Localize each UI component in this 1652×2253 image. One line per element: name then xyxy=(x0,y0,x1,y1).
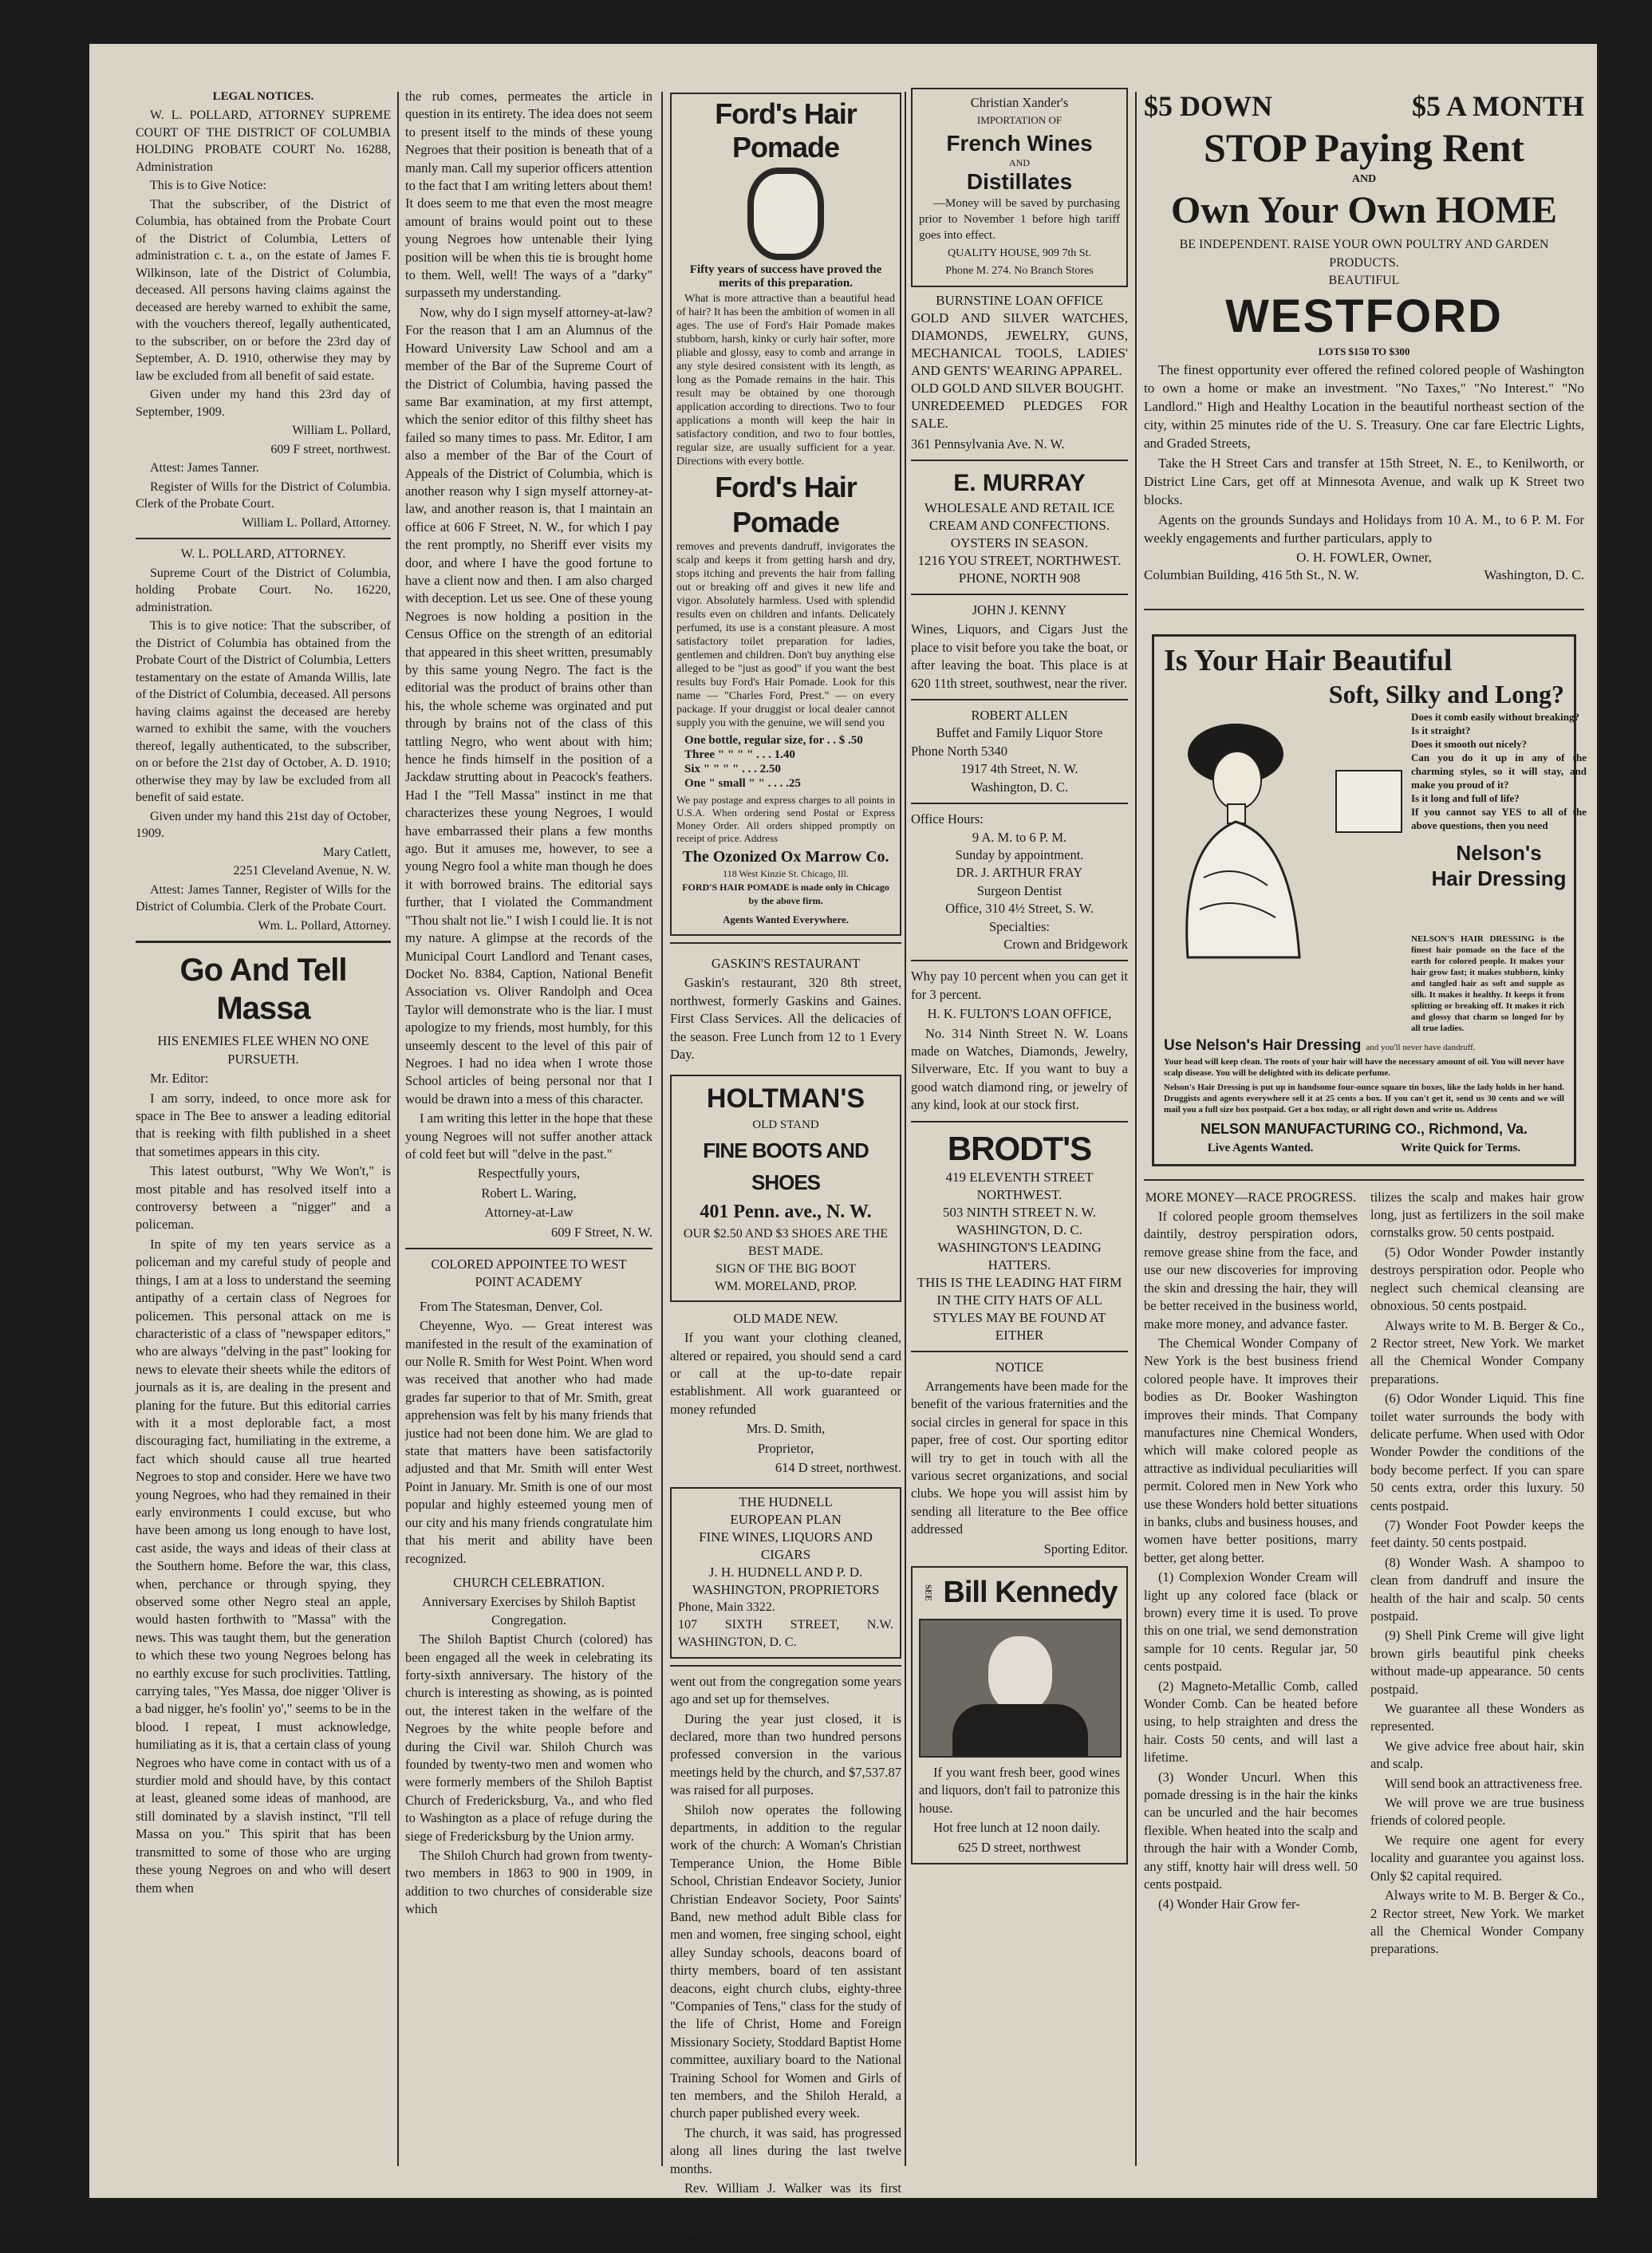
ford-agents: Agents Wanted Everywhere. xyxy=(722,913,850,925)
westford-and: AND xyxy=(1351,173,1377,185)
column-5 xyxy=(1144,88,1587,1960)
westford-price-down: $5 DOWN xyxy=(1144,90,1272,122)
oldmade-body: If you want your clothing cleaned, altered or repaired, you should send a card or call at the up-to-date repair establishment. All work guaranteed or money refunded xyxy=(670,1330,901,1417)
notice-attest: Attest: James Tanner. xyxy=(150,461,259,475)
hair-dressing-tin-illustration xyxy=(1335,770,1402,833)
column-3 xyxy=(670,88,901,2253)
article-paragraph: The Shiloh Church had grown from twenty-two members in 1863 to 900 in 1909, in addition to two churches of considerable size which xyxy=(405,1848,653,1917)
price-line: Three " " " " . . . 1.40 xyxy=(684,748,795,761)
notice-paragraph: This is to give notice: That the subscriber, of the District of Columbia has obtained from the Probate Court of the District of Columbia, Letters testamentary on the estate of Amanda Willis, late of the District of Columbia, deceased. All persons having claims against the deceased are hereby warned to exhibit the same, with the vouchers thereof, legally authenticated, to the subscriber, on or before the 21st day of October, A. D. 1910; otherwise they may by law be excluded from all benefit of said estate. xyxy=(136,619,391,805)
column-1 xyxy=(136,88,391,1899)
nelson-illustration-area xyxy=(1164,710,1587,973)
nelson-use-line xyxy=(1164,1037,1564,1056)
holtman-line: OUR $2.50 AND $3 SHOES ARE THE BEST MADE. xyxy=(683,1226,889,1258)
divider xyxy=(911,594,1128,595)
hudnell-ad xyxy=(670,1487,901,1659)
nelson-name: Nelson's xyxy=(1456,840,1542,865)
ford-price-list xyxy=(684,733,887,791)
article-paragraph: (8) Wonder Wash. A shampoo to clean from dandruff and insure the health of the hair and scalp. 50 cents postpaid. xyxy=(1370,1554,1584,1624)
hudnell-address: 107 SIXTH STREET, N.W. WASHINGTON, D. C. xyxy=(678,1617,893,1650)
article-paragraph: tilizes the scalp and makes hair grow long, just as fertilizers in the soil make cornstalks grow. 50 cents postpaid. xyxy=(1370,1189,1584,1241)
brodt-title: BRODT'S xyxy=(947,1129,1092,1167)
article-author-address: 609 F Street, N. W. xyxy=(551,1224,653,1240)
divider xyxy=(911,460,1128,461)
notice-signature: Mary Catlett, xyxy=(322,845,391,859)
westford-name: WESTFORD xyxy=(1225,290,1503,342)
ford-body-2: removes and prevents dandruff, invigorates the scalp and keeps it from getting harsh and dry, stops itching and prevents the hair from falling out or breaking off and gives it new life and vigor. Absolutely harmless. Used with splendid results even on children and infants. Delicately perfumed, its use is a constant pleasure. A most satisfactory toilet preparation for ladies, gentlemen and children. Don't buy anything else alleged to be "just as good" if you want the best results buy Ford's Hair Pomade. Look for this name — "Charles Ford, Prest." — on every package. If your druggist or local dealer cannot supply you with the genuine, we will send you xyxy=(676,541,895,729)
westford-body: Agents on the grounds Sundays and Holidays from 10 A. M., to 6 P. M. For weekly engagements and further particulars, apply to xyxy=(1144,512,1584,546)
westford-body: Take the H Street Cars and transfer at 15th Street, N. E., to Kenilworth, or District Line Cars, get off at Minnesota Avenue, and walk up K Street two blocks. xyxy=(1144,456,1584,508)
article-paragraph: Mr. Editor: xyxy=(150,1071,209,1087)
ford-address: 118 West Kinzie St. Chicago, Ill. xyxy=(723,868,849,879)
divider xyxy=(911,699,1128,700)
holtman-title: HOLTMAN'S xyxy=(706,1083,865,1115)
xander-line: Christian Xander's xyxy=(970,95,1069,110)
xander-phone: Phone M. 274. No Branch Stores xyxy=(945,265,1094,278)
westpoint-title: COLORED APPOINTEE TO WEST POINT ACADEMY xyxy=(431,1257,627,1290)
church-title: CHURCH CELEBRATION. xyxy=(453,1574,605,1590)
article-paragraph: Cheyenne, Wyo. — Great interest was manifested in the result of the examination of our Nolle R. Smith for West Point. When word was received that another who had made grades far superior to that of Mr. Smith, great apprehension was felt by his many friends that justice had not been done him. We are glad to state that matters have been satisfactorily adjusted and that Mr. Smith will enter West Point in January. Mr. Smith is one of our most popular and highly esteemed young men of our city and his many friends congratulate him that his merit and ability have been recognized. xyxy=(405,1318,653,1566)
nelson-headline-2: Soft, Silky and Long? xyxy=(1328,679,1564,708)
holtman-heading: FINE BOOTS AND SHOES xyxy=(703,1138,869,1194)
column-rule xyxy=(905,92,906,2166)
notice-paragraph: Supreme Court of the District of Columbia, holding Probate Court. No. 16220, administration. xyxy=(136,566,391,614)
article-paragraph: During the year just closed, it is declared, more than two hundred persons professed conversion in the various meetings held by the church, and $7,537.87 was raised for all purposes. xyxy=(670,1710,901,1798)
kennedy-ad xyxy=(911,1566,1128,1864)
nelson-questions xyxy=(1411,710,1587,891)
woman-illustration xyxy=(1172,718,1307,957)
ford-title-2: Ford's Hair Pomade xyxy=(715,471,857,539)
fray-line: Office Hours: xyxy=(911,811,984,827)
westford-address: Columbian Building, 416 5th St., N. W. xyxy=(1144,567,1359,583)
article-paragraph: (6) Odor Wonder Liquid. This fine toilet water surrounds the body with delicate perfume. When used with Odor Wonder Powder the conditions of the body become perfect. If you can spare 50 cents extra, order this luxury. 50 cents postpaid. xyxy=(1370,1391,1584,1513)
article-paragraph: (3) Wonder Uncurl. When this pomade dressing is in the hair the kinks can be uncurled and the hair becomes flexible. When heated into the scalp and through the hair with a Wonder Comb, any stiff, knotty hair will dress well. 50 cents postpaid. xyxy=(1144,1769,1358,1892)
hudnell-phone: Phone, Main 3322. xyxy=(678,1600,775,1614)
notice-paragraph: W. L. POLLARD, ATTORNEY SUPREME COURT OF THE DISTRICT OF COLUMBIA HOLDING PROBATE COURT No. 16288, Administration xyxy=(136,109,391,174)
article-paragraph: Shiloh now operates the following departments, in addition to the regular work of the church: A Woman's Christian Temperance Union, the Home Bible School, Christian Endeavor Society, Junior Christian Endeavor Society, Poor Saints' Band, new method adult Bible class for men and women, free singing school, eight alley Sunday schools, deacons board of thirty members, board of ten assistant deacons, eight church clubs, eighty-three "Companies of Tens," class for the study of the life of Christ, Home and Foreign Missionary Society, Stoddard Baptist Home committee, auxiliary board to the National Training School for Women and Girls of ten members, and the Shiloh Herald, a church paper published every week. xyxy=(670,1801,901,2121)
westford-subline: BE INDEPENDENT. RAISE YOUR OWN POULTRY AND GARDEN PRODUCTS. xyxy=(1179,238,1549,270)
nelson-company: NELSON MANUFACTURING CO., Richmond, Va. xyxy=(1200,1121,1528,1138)
article-author-title: Attorney-at-Law xyxy=(484,1205,574,1221)
nelson-body: NELSON'S HAIR DRESSING is the finest hair pomade on the face of the earth for colored people. It makes your hair grow fast; it makes stubborn, kinky and tangled hair as soft and supple as silk. It makes it healthy. It keeps it from splitting or breaking off. It makes it rich and glossy that charm so longed for by all true ladies. xyxy=(1411,933,1564,1033)
column-rule xyxy=(661,92,663,2166)
burnstine-line: OLD GOLD AND SILVER BOUGHT. xyxy=(911,380,1124,396)
article-paragraph: Rev. William J. Walker was its first pastor. A flourishing memorial church named after this pastor is located in Thirteenth street northwest. xyxy=(670,2180,901,2250)
notice-signature: Wm. L. Pollard, Attorney. xyxy=(258,918,391,933)
ford-body: What is more attractive than a beautiful head of hair? It has been the ambition of women in all ages. The use of Ford's Hair Pomade makes stubborn, harsh, kinky or curly hair softer, more pliable and glossy, easy to comb and arrange in any style desired consistent with its length, as long as the Pomade remains in the hair. This result may be obtained by one thorough application according to directions. Two to four applications a month will keep the hair in satisfactory condition, and two to four bottles, regular size, are usually sufficient for a year. Directions with every bottle. xyxy=(676,293,895,468)
hudnell-line: J. H. HUDNELL AND P. D. WASHINGTON, PROPRIETORS xyxy=(692,1564,880,1597)
notice-paragraph: Given under my hand this 23rd day of September, 1909. xyxy=(136,388,391,419)
nelson-question: Is it straight? xyxy=(1411,724,1471,736)
kenny-title: JOHN J. KENNY xyxy=(972,602,1067,618)
article-subtitle: HIS ENEMIES FLEE WHEN NO ONE PURSUETH. xyxy=(157,1033,369,1067)
notice-paragraph: That the subscriber, of the District of Columbia, has obtained from the Probate Court of the District of Columbia, Letters of administration c. t. a., on the estate of James F. Wilkinson, late of the District of Columbia, deceased. All persons having claims against the deceased are hereby warned to exhibit the same, with the vouchers thereof, legally authenticated, to the subscriber, on or before the 23rd day of September, A. D. 1910, otherwise they may by law be excluded from all benefit of said estate. xyxy=(136,197,391,383)
allen-line: Washington, D. C. xyxy=(971,779,1068,795)
article-paragraph: We give advice free about hair, skin and scalp. xyxy=(1370,1738,1584,1772)
allen-line: Phone North 5340 xyxy=(911,743,1007,759)
divider xyxy=(911,803,1128,804)
fulton-question: Why pay 10 percent when you can get it for 3 percent. xyxy=(911,969,1128,1002)
article-paragraph: (4) Wonder Hair Grow fer- xyxy=(1158,1896,1300,1912)
kennedy-lunch: Hot free lunch at 12 noon daily. xyxy=(933,1820,1101,1836)
article-paragraph: went out from the congregation some years ago and set up for themselves. xyxy=(670,1673,901,1707)
xander-address: QUALITY HOUSE, 909 7th St. xyxy=(948,247,1091,259)
nelson-body-2: Your head will keep clean. The roots of your hair will have the necessary amount of oil. You will never have scalp disease. You will be delighted with its delicate perfume. xyxy=(1164,1057,1564,1079)
article-paragraph: This latest outburst, "Why We Won't," is most pitable and has resolved itself into a controversy between a "nigger" and a policeman. xyxy=(136,1163,391,1233)
nelson-question: Can you do it up in any of the charming styles, so it will stay, and make you proud of it? xyxy=(1411,751,1587,791)
hudnell-line: FINE WINES, LIQUORS AND CIGARS xyxy=(699,1529,873,1562)
xander-heading-2: Distillates xyxy=(966,168,1073,194)
article-paragraph: The Shiloh Baptist Church (colored) has been engaged all the week in celebrating its forty-sixth anniversary. The history of the church is interesting as showing, as is pointed out, the interest taken in the welfare of the Negroes by the white people before and during the Civil war. Shiloh Church was founded by twenty-two men and women who were formerly members of the Shiloh Baptist Church of Fredericksburg, Va., and who fled to Washington as a place of refuge during the siege of Fredericksburg by the Union army. xyxy=(405,1632,653,1844)
notice-attest: Attest: James Tanner, Register of Wills for the District of Columbia. Clerk of the Probate Court. xyxy=(136,882,391,914)
article-paragraph: Now, why do I sign myself attorney-at-law? For the reason that I am an Alumnus of the Howard University Law School and am a member of the Bar of the Supreme Court of the District of Columbia, having passed the same Bar examination, at my first attempt, which the senior editor of this filthy sheet has failed so many times to pass. Mr. Editor, I am also a member of the Bar of the Court of Appeals of the District of Columbia, which is another reason why I sign myself attorney-at-law, and another reason is, that I maintain an office at 606 F Street, N. W., for which I pay the rent promptly, no Sheriff ever visits my door, and where I have the good fortune to have a client now and then. I am also charged with deception. Let us see. One of these young Negroes is now holding a position in the Census Office on the strength of an editorial that appeared in this sheet written, presumably by this same young Negro. The fact is the editorial was the product of brains other than his, the whole scheme was orginated and put through by brains not of the class of this tattling Negro, who went about with him; hence he finds himself in the position of a Jackdaw strutting about in Peacock's feathers. Had I the "Tell Massa" instinct in me that characterizes these young Negroes, I would have embarrassed their plans a few months ago. But it amuses me, however, to see a young Negro fool a white man though he does it with borrowed brains. The editorial says further, that I violated the Commandment "Thou shalt not lie." I wish I could lie. It is not my nature. A glimpse at the records of the Municipal Court Landlord and Tenant cases, Docket No. 8384, Caption, National Benefit Association vs. Oliver Randolph and Ocea Taylor will demonstrate who is the liar. I must apologize to my friends, most humbly, for this unseemly descent to the level of this pair of Negroes. I had no idea when I wrote those School articles of being personal nor that I would be drawn into a mess of this character. xyxy=(405,304,653,1107)
column-rule xyxy=(1135,92,1137,2166)
hudnell-line: THE HUDNELL xyxy=(739,1493,833,1509)
article-paragraph: From The Statesman, Denver, Col. xyxy=(420,1298,603,1314)
westford-ad xyxy=(1144,88,1584,585)
divider xyxy=(670,1665,901,1667)
article-title: MORE MONEY—RACE PROGRESS. xyxy=(1145,1189,1357,1205)
notice-address: 2251 Cleveland Avenue, N. W. xyxy=(233,864,391,878)
article-paragraph: (7) Wonder Foot Powder keeps the feet dainty. 50 cents postpaid. xyxy=(1370,1517,1584,1551)
burnstine-address: 361 Pennsylvania Ave. N. W. xyxy=(911,436,1065,452)
notice-body: Arrangements have been made for the benefit of the various fraternities and the social circles in general for space in this paper, free of cost. Our sporting editor will try to get in touch with all the various secret organizations, and social clubs. We hope you will assist him by sending all literature to the Bee office addressed xyxy=(911,1379,1128,1537)
allen-line: ROBERT ALLEN xyxy=(971,708,1068,724)
xander-ad xyxy=(911,88,1128,287)
chemical-wonder-article xyxy=(1144,1189,1584,1960)
article-paragraph: Always write to M. B. Berger & Co., 2 Rector street, New York. We market all the Chemical Wonder Company preparations. xyxy=(1370,1888,1584,1957)
fray-line: Specialties: xyxy=(988,918,1051,934)
westford-body: The finest opportunity ever offered the refined colored people of Washington to own a home or make an investment. "No Taxes," "No Interest." "No Landlord." High and Healthy Location in the beautiful northeast section of the city, within 25 minutes ride of the U. S. Treasury. One car fare Electric Lights, and Graded Streets, xyxy=(1144,362,1584,452)
fray-line: Sunday by appointment. xyxy=(955,846,1084,862)
divider xyxy=(1144,609,1584,610)
westford-price-month: $5 A MONTH xyxy=(1411,90,1584,122)
xander-and: AND xyxy=(1009,156,1030,168)
chemical-wonder-left xyxy=(1144,1189,1358,1960)
price-line: One bottle, regular size, for . . $ .50 xyxy=(684,734,863,747)
article-paragraph: The church, it was said, has progressed along all lines during the last twelve months. xyxy=(670,2125,901,2176)
burnstine-line: UNREDEEMED PLEDGES FOR SALE. xyxy=(911,397,1128,431)
divider xyxy=(911,1351,1128,1352)
oldmade-title: OLD MADE NEW. xyxy=(733,1310,838,1326)
fulton-body: No. 314 Ninth Street N. W. Loans made on Watches, Diamonds, Jewelry, Silverware, Etc. If you want to buy a good watch diamond ring, or jewelry of any kind, look at our stock first. xyxy=(911,1025,1128,1113)
kenny-body: Wines, Liquors, and Cigars Just the place to visit before you take the boat, or after leaving the boat. This place is at 620 11th street, southwest, near the river. xyxy=(911,621,1128,691)
burnstine-line: GOLD AND SILVER WATCHES, DIAMONDS, JEWELRY, GUNS, MECHANICAL TOOLS, LADIES' AND GENTS' WEARING APPAREL. xyxy=(911,310,1128,378)
nelson-write: Write Quick for Terms. xyxy=(1400,1142,1521,1155)
murray-line: OYSTERS IN SEASON. xyxy=(950,535,1089,551)
church-subtitle: Anniversary Exercises by Shiloh Baptist Congregation. xyxy=(422,1594,636,1628)
nelson-package: Nelson's Hair Dressing is put up in handsome four-ounce square tin boxes, like the lady holds in her hand. Druggists and agents everywhere sell it at 25 cents a box. If you can't get it, send us 30 cents and we will mail you a full size box postpaid. Get a box today, or all right down and write us. Address xyxy=(1164,1083,1564,1115)
article-paragraph: The Chemical Wonder Company of New York is the best business friend colored people have. It improves their bodies as Dr. Booker Washington improves their minds. That Company manufactures nine Chemical Wonders, which will make colored people as attractive as individual peculiarities will permit. Colored men in New York who use these Wonders hold better situations in banks, clubs and business houses, and women have better positions, marry better, get along better. xyxy=(1144,1335,1358,1565)
murray-title: E. MURRAY xyxy=(953,470,1086,497)
fulton-title: H. K. FULTON'S LOAN OFFICE, xyxy=(927,1006,1112,1022)
divider xyxy=(136,538,391,539)
nelson-footer xyxy=(1164,1139,1564,1157)
divider xyxy=(911,960,1128,961)
nelson-use: Use Nelson's Hair Dressing xyxy=(1164,1036,1362,1054)
westford-footer xyxy=(1144,566,1584,584)
gaskin-title: GASKIN'S RESTAURANT xyxy=(711,956,861,971)
legal-notices-heading: LEGAL NOTICES. xyxy=(212,90,314,103)
article-paragraph: In spite of my ten years service as a policeman and my careful study of people and things, I am at a loss to understand the seeming antipathy of a certain class of Negroes for policemen. This personal attack on me is characteristic of a class of "newspaper editors," who are always "delving in the past" looking for news to elevate their sheets while the editors of journals as it is, are dealing in the present and planing for the future. But this editorial carries with it a most deplorable fact, a most discouraging fact, humiliating in the extreme, a fact which should cause all true hearted Negroes to stop and consider. Here we have two young Negroes, who had they remained in their early environments I could excuse, but who have been among us long enough to have lost, cast aside, the ways and ideas of their class at the Southern home. Before the war, this class, when, perchance or through spying, they observed some other Negro steal an apple, would hasten forthwith to "Massa" with the news. This was taught them, but the generation to which these two young Negroes belong has no earthly excuse for such proclivities. Tattling, carrying tales, "Yes Massa, doe nigger 'Oliver is a bad nigger, he's foolin' yo'," seems to be in the blood. I repeat, I must acknowledge, humiliating as it is, that a certain class of young Negroes who have come in contact with us of a sturdier mold and should have, by this contact at least, gleaned some ideas of manhood, are still dominated by a slavish instinct, "I'll tell Massa on you." This spirit that has been transmitted to some of those who are urging these young Negroes on and who will desert them when xyxy=(136,1236,391,1896)
notice-signature: William L. Pollard, xyxy=(292,424,391,438)
legal-notice-2 xyxy=(136,546,391,934)
notice-paragraph: Register of Wills for the District of Columbia. Clerk of the Probate Court. xyxy=(136,479,391,511)
kennedy-title: Bill Kennedy xyxy=(943,1576,1118,1610)
column-rule xyxy=(397,92,399,2166)
brodt-line: WASHINGTON'S LEADING HATTERS. xyxy=(937,1239,1102,1272)
man-portrait-photo xyxy=(919,1619,1122,1758)
ford-postage: We pay postage and express charges to all points in U.S.A. When ordering send Postal or Express Money Order. All orders shipped promptly on receipt of price. Address xyxy=(676,794,895,844)
ford-pomade-ad xyxy=(670,93,901,936)
nelson-headline: Is Your Hair Beautiful xyxy=(1164,643,1453,677)
westford-beautiful: BEAUTIFUL xyxy=(1328,274,1400,288)
holtman-ad xyxy=(670,1075,901,1301)
article-paragraph: Always write to M. B. Berger & Co., 2 Rector street, New York. We market all the Chemical Wonder Company preparations. xyxy=(1370,1317,1584,1387)
xander-heading: French Wines xyxy=(946,130,1093,156)
westford-headline: STOP Paying Rent xyxy=(1204,125,1524,170)
fray-line: 9 A. M. to 6 P. M. xyxy=(972,829,1067,845)
oldmade-address: 614 D street, northwest. xyxy=(775,1460,901,1476)
allen-line: Buffet and Family Liquor Store xyxy=(936,725,1103,741)
fray-line: Office, 310 4½ Street, S. W. xyxy=(945,901,1094,917)
divider xyxy=(405,1248,653,1249)
ford-company: The Ozonized Ox Marrow Co. xyxy=(682,848,889,866)
fray-line: Surgeon Dentist xyxy=(976,882,1063,898)
kennedy-address: 625 D street, northwest xyxy=(958,1839,1081,1855)
article-paragraph: If colored people groom themselves daintily, destroy perspiration odors, remove grease shine from the face, and use our new discoveries for improving the skin and dressing the hair, they will be better received in the business world, make more money, and advance faster. xyxy=(1144,1209,1358,1332)
nelson-question: If you cannot say YES to all of the above questions, then you need xyxy=(1411,805,1587,831)
ford-tagline: Fifty years of success have proved the merits of this preparation. xyxy=(689,263,882,290)
holtman-address: 401 Penn. ave., N. W. xyxy=(700,1201,872,1222)
column-4 xyxy=(911,88,1128,1869)
notice-paragraph: This is to Give Notice: xyxy=(150,179,266,193)
brodt-line: 503 NINTH STREET N. W. WASHINGTON, D. C. xyxy=(942,1204,1097,1237)
xander-line: IMPORTATION OF xyxy=(976,114,1063,127)
article-paragraph: (5) Odor Wonder Powder instantly destroys perspiration odor. People who neglect such chemical cleansing are obnoxious. 50 cents postpaid. xyxy=(1370,1244,1584,1314)
nelson-agents: Live Agents Wanted. xyxy=(1207,1142,1314,1155)
ford-note: FORD'S HAIR POMADE is made only in Chicago by the above firm. xyxy=(682,882,889,906)
woman-portrait-illustration xyxy=(747,168,824,260)
article-paragraph: (2) Magneto-Metallic Comb, called Wonder Comb. Can be heated before using, to help straighten and dress the hair. Costs 50 cents, and will last a lifetime. xyxy=(1144,1678,1358,1766)
nelson-question: Does it smooth out nicely? xyxy=(1411,737,1528,750)
murray-line: WHOLESALE AND RETAIL ICE CREAM AND CONFECTIONS. xyxy=(924,500,1115,534)
newspaper-page xyxy=(89,44,1597,2250)
xander-body: —Money will be saved by purchasing prior to November 1 before high tariff goes into effect. xyxy=(919,196,1120,242)
chemical-wonder-right xyxy=(1370,1189,1584,1960)
article-paragraph: (9) Shell Pink Creme will give light brown girls beautiful pink cheeks without made-up appearance. 50 cents postpaid. xyxy=(1370,1628,1584,1697)
murray-line: 1216 YOU STREET, NORTHWEST. PHONE, NORTH 908 xyxy=(917,553,1122,586)
westford-headline-2: Own Your Own HOME xyxy=(1170,189,1558,232)
burnstine-ad xyxy=(911,292,1128,432)
divider xyxy=(136,941,391,943)
westford-owner: O. H. FOWLER, Owner, xyxy=(1296,550,1432,566)
legal-notice-1 xyxy=(136,107,391,531)
holtman-line: WM. MORELAND, PROP. xyxy=(714,1279,858,1293)
notice-address: 609 F street, northwest. xyxy=(270,442,391,456)
westford-lots: LOTS $150 TO $300 xyxy=(1318,345,1410,357)
article-paragraph: I am writing this letter in the hope that these young Negroes will not suffer another attack of cold feet but will "delve in the past." xyxy=(405,1111,653,1162)
nelson-question: Is it long and full of life? xyxy=(1411,791,1520,804)
price-line: Six " " " " . . . 2.50 xyxy=(684,763,781,775)
fray-line: Crown and Bridgework xyxy=(1003,936,1128,952)
article-signoff: Respectfully yours, xyxy=(477,1166,581,1182)
hudnell-line: EUROPEAN PLAN xyxy=(730,1511,842,1527)
brodt-line: 419 ELEVENTH STREET NORTHWEST. xyxy=(945,1169,1094,1202)
holtman-subtitle: OLD STAND xyxy=(752,1119,819,1132)
notice-signature: William L. Pollard, Attorney. xyxy=(242,515,391,530)
ford-title: Ford's Hair Pomade xyxy=(715,97,857,164)
nelson-name-2: Hair Dressing xyxy=(1431,866,1567,890)
holtman-line: SIGN OF THE BIG BOOT xyxy=(716,1261,856,1276)
notice-heading: W. L. POLLARD, ATTORNEY. xyxy=(180,547,346,562)
article-paragraph: We require one agent for every locality and guarantee you against loss. Only $2 capital required. xyxy=(1370,1832,1584,1884)
gaskin-body: Gaskin's restaurant, 320 8th street, northwest, formerly Gaskins and Gaines. First Class Services. All the delicacies of the season. Free Lunch from 12 to 1 Every Day. xyxy=(670,975,901,1063)
kennedy-body: If you want fresh beer, good wines and liquors, don't fail to patronize this house. xyxy=(919,1765,1120,1816)
column-2 xyxy=(405,88,653,1920)
nelson-use-tail: and you'll never have dandruff. xyxy=(1366,1042,1476,1052)
article-paragraph: We guarantee all these Wonders as represented. xyxy=(1370,1701,1584,1734)
oldmade-signature: Proprietor, xyxy=(757,1440,814,1456)
westford-city: Washington, D. C. xyxy=(1484,567,1584,583)
divider xyxy=(911,1121,1128,1123)
article-author: Robert L. Waring, xyxy=(481,1185,577,1201)
article-paragraph: We will prove we are true business friends of colored people. xyxy=(1370,1795,1584,1829)
kennedy-see: SEE xyxy=(923,1584,933,1601)
notice-signature: Sporting Editor. xyxy=(1043,1541,1128,1557)
notice-title: NOTICE xyxy=(995,1359,1044,1375)
burnstine-line: BURNSTINE LOAN OFFICE xyxy=(936,292,1103,308)
price-line: One " small " " . . . .25 xyxy=(684,777,801,790)
oldmade-signature: Mrs. D. Smith, xyxy=(746,1421,826,1437)
nelson-question: Does it comb easily without breaking? xyxy=(1411,710,1580,723)
article-title: Go And Tell Massa xyxy=(179,953,347,1027)
divider xyxy=(670,942,901,944)
article-paragraph: Will send book an attractiveness free. xyxy=(1385,1775,1583,1791)
article-paragraph: I am sorry, indeed, to once more ask for space in The Bee to answer a leading editorial that is reeking with filth published in a sheet that sometimes appears in this city. xyxy=(136,1090,391,1159)
fray-line: DR. J. ARTHUR FRAY xyxy=(956,865,1083,881)
divider xyxy=(1144,1179,1584,1181)
article-paragraph: the rub comes, permeates the article in question in its entirety. The idea does not seem to present itself to the minds of these young Negroes that their position is beneath that of a manly man. Call my superior officers attention to the fact that I am writing letters about them! It does seem to me that even the most meagre amount of brains would point out to these young Negroes how untenable their lying position will be when this tie is brought home to them. Well, well! The ways of a "darky" surpasseth my understanding. xyxy=(405,89,653,301)
brodt-line: THIS IS THE LEADING HAT FIRM IN THE CITY HATS OF ALL STYLES MAY BE FOUND AT EITHER xyxy=(917,1274,1122,1343)
allen-line: 1917 4th Street, N. W. xyxy=(960,761,1078,777)
article-paragraph: (1) Complexion Wonder Cream will light up any colored face (black or brown) every time it is used. To prove this on one trial, we send demonstration sample for 10 cents. Regular jar, 50 cents postpaid. xyxy=(1144,1569,1358,1675)
westford-prices xyxy=(1144,88,1584,124)
notice-paragraph: Given under my hand this 21st day of October, 1909. xyxy=(136,809,391,841)
nelson-ad xyxy=(1152,634,1587,1166)
